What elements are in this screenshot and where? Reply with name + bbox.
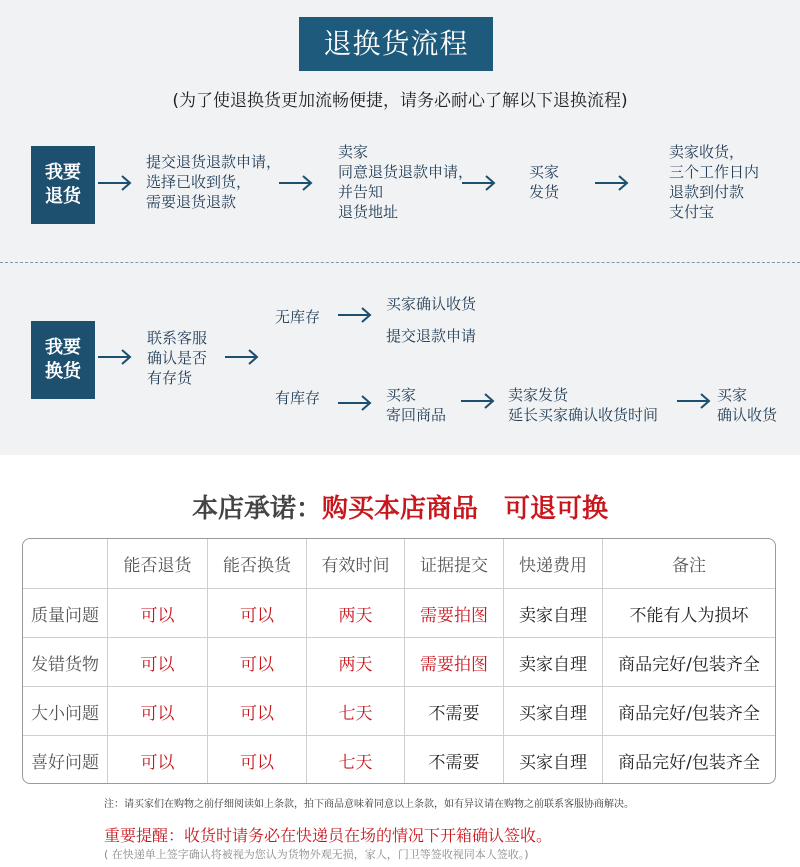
- table-row-header: 发错货物: [23, 638, 108, 687]
- in-stock-step-3: 买家 确认收货: [717, 386, 778, 424]
- table-cell: 七天: [307, 687, 405, 736]
- in-stock-step-1: 买家 寄回商品: [386, 386, 447, 424]
- promise-label: 本店承诺：: [191, 494, 322, 524]
- return-label-box: 我要退货: [31, 146, 95, 224]
- table-cell: 可以: [208, 638, 307, 687]
- promise-main: 购买本店商品 可退可换: [322, 494, 609, 524]
- table-cell: 需要拍图: [405, 589, 504, 638]
- table-cell: 需要拍图: [405, 638, 504, 687]
- table-cell: 可以: [108, 736, 208, 784]
- arrow-right-icon: [337, 394, 373, 412]
- table-cell: 不需要: [405, 687, 504, 736]
- arrow-right-icon: [594, 174, 630, 192]
- table-cell: 两天: [307, 589, 405, 638]
- table-cell: 七天: [307, 736, 405, 784]
- table-cell: 卖家自理: [504, 638, 603, 687]
- table-header-cell: 能否换货: [208, 539, 307, 589]
- important-warning: 重要提醒：收货时请务必在快递员在场的情况下开箱确认签收。: [104, 826, 553, 845]
- warning-detail: ( 在快递单上签字确认将被视为您认为货物外观无损，家人，门卫等签收视同本人签收。): [104, 848, 529, 861]
- table-cell: 两天: [307, 638, 405, 687]
- table-row-header: 大小问题: [23, 687, 108, 736]
- return-step-3: 买家 发货: [529, 163, 560, 201]
- footer-note: 注：请买家们在购物之前仔细阅读如上条款，拍下商品意味着同意以上条款，如有异议请在购物之前联系客服协商解决。: [104, 799, 634, 810]
- table-header-cell: 快递费用: [504, 539, 603, 589]
- table-cell: 不能有人为损坏: [603, 589, 775, 638]
- table-cell: 可以: [208, 589, 307, 638]
- arrow-right-icon: [224, 348, 260, 366]
- exchange-contact: 联系客服 确认是否 有存货: [147, 329, 208, 387]
- flow-subtitle: (为了使退换货更加流畅便捷，请务必耐心了解以下退换流程): [172, 91, 628, 111]
- table-cell: 可以: [108, 687, 208, 736]
- flow-divider: [0, 262, 800, 263]
- table-row-header: 质量问题: [23, 589, 108, 638]
- table-cell: 商品完好/包装齐全: [618, 753, 760, 773]
- table-row-header: 喜好问题: [23, 736, 108, 784]
- no-stock-step-1: 买家确认收货: [386, 295, 477, 313]
- arrow-right-icon: [676, 392, 712, 410]
- policy-table: [22, 538, 776, 784]
- table-cell: 卖家自理: [504, 589, 603, 638]
- arrow-right-icon: [461, 174, 497, 192]
- store-promise: [0, 488, 800, 525]
- arrow-right-icon: [337, 306, 373, 324]
- return-step-2: 卖家 同意退货退款申请， 并告知 退货地址: [338, 143, 474, 221]
- table-header-cell: 证据提交: [405, 539, 504, 589]
- arrow-right-icon: [97, 174, 133, 192]
- table-cell: 可以: [208, 687, 307, 736]
- arrow-right-icon: [278, 174, 314, 192]
- in-stock-label: 有库存: [275, 389, 321, 407]
- table-cell: 买家自理: [504, 736, 603, 784]
- no-stock-step-2: 提交退款申请: [386, 327, 477, 345]
- table-header-cell: 备注: [603, 539, 775, 589]
- table-cell: 可以: [108, 589, 208, 638]
- return-step-4: 卖家收货， 三个工作日内 退款到付款 支付宝: [669, 143, 760, 221]
- table-cell: 商品完好/包装齐全: [603, 638, 775, 687]
- table-header-cell: [23, 539, 108, 589]
- no-stock-label: 无库存: [275, 308, 321, 326]
- arrow-right-icon: [460, 392, 496, 410]
- table-cell: 不需要: [405, 736, 504, 784]
- table-header-cell: 有效时间: [307, 539, 405, 589]
- flow-title: 退换货流程: [299, 17, 493, 71]
- arrow-right-icon: [97, 348, 133, 366]
- in-stock-step-2: 卖家发货 延长买家确认收货时间: [508, 386, 659, 424]
- exchange-label-box: 我要换货: [31, 321, 95, 399]
- table-cell: 可以: [108, 638, 208, 687]
- table-cell: 商品完好/包装齐全: [603, 687, 775, 736]
- table-cell: 可以: [208, 736, 307, 784]
- table-header-cell: 能否退货: [108, 539, 208, 589]
- return-step-1: 提交退货退款申请， 选择已收到货， 需要退货退款: [146, 153, 282, 211]
- table-cell: 买家自理: [504, 687, 603, 736]
